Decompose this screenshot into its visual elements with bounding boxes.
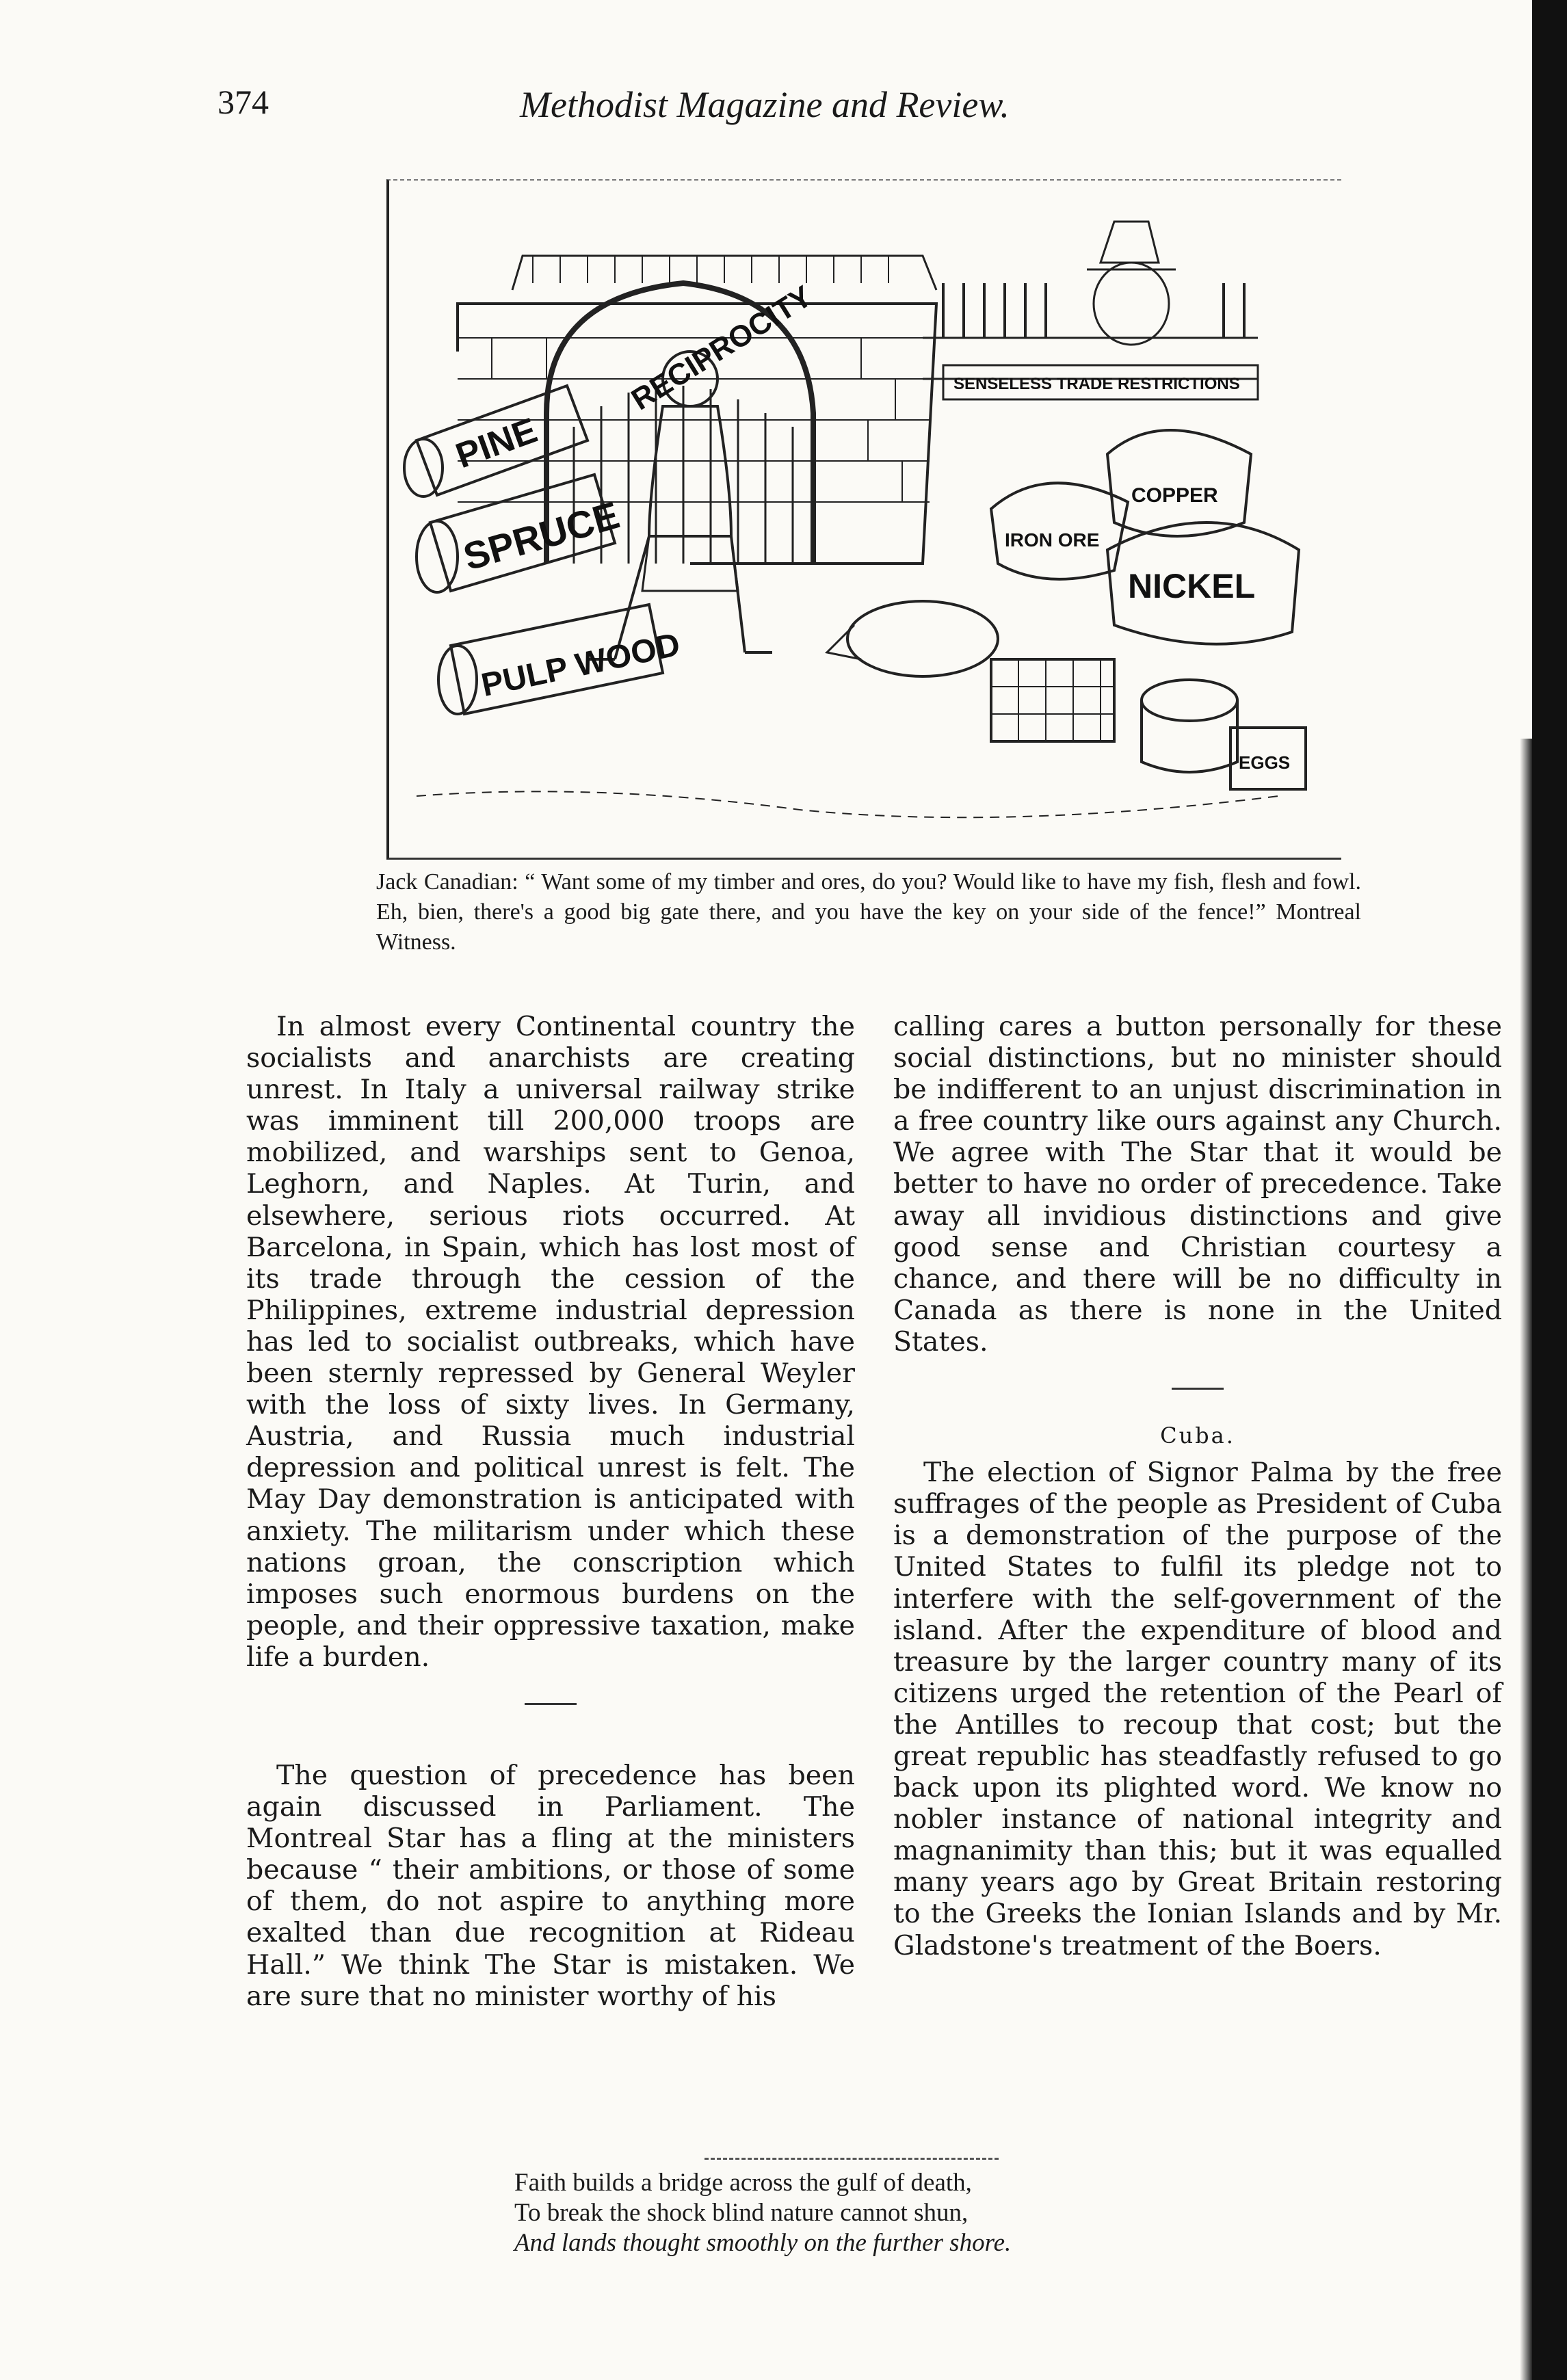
scan-edge-gradient: [1520, 739, 1532, 2380]
left-column: [246, 1011, 855, 2012]
uncle-sam-figure: [1094, 263, 1169, 345]
iron-ore-label: IRON ORE: [1005, 529, 1100, 551]
cuba-paragraph: The election of Signor Palma by the free suffrages of the people as President of Cuba is a demonstration of the purpose of the United States to fulfil its pledge not to interfere with the self-government of the island. After the expenditure of blood and treasure by the larger country many of its citizens urged the retention of the Pearl of the Antilles to recoup that cost; but the great republic has steadfastly refused to go back upon its plighted word. We know no nobler instance of national integrity and magnanimity than this; but it was equalled many years ago by Great Britain restoring to the Greeks the Ionian Islands and by Mr. Gladstone's treatment of the Boers.: [893, 1457, 1502, 1961]
precedence-continued-paragraph: calling cares a button personally for these social distinctions, but no minister should be indifferent to an unjust discrimination in a free country like ours against any Church. We agree with The Star that it would be better to have no order of precedence. Take away all invidious distinctions and give good sense and Christian courtesy a chance, and there will be no difficulty in Canada as there is none in the United States.: [893, 1011, 1502, 1358]
cartoon-illustration: [386, 179, 1341, 860]
pig: [847, 601, 998, 676]
spruce-label: SPRUCE: [458, 492, 624, 579]
eggs-label: EGGS: [1239, 752, 1291, 773]
section-divider: [525, 1703, 577, 1705]
pine-label: PINE: [451, 410, 542, 477]
picket-fence: [923, 338, 1258, 379]
poem: [514, 2168, 1335, 2258]
poem-divider: [705, 2158, 999, 2160]
poem-line: And lands thought smoothly on the further shore.: [514, 2229, 1012, 2257]
precedence-paragraph: The question of precedence has been again discussed in Parliament. The Montreal Star has a fling at the ministers because “ their ambitions, or those of some of them, do not aspire to anything more exalted than due recognition at Rideau Hall.” We think The Star is mistaken. We are sure that no minister worthy of his: [246, 1759, 855, 2012]
section-title-cuba: Cuba.: [1160, 1423, 1235, 1449]
poem-line: Faith builds a bridge across the gulf of death,: [514, 2169, 972, 2197]
pulp-wood-label: PULP WOOD: [478, 626, 683, 704]
nickel-label: NICKEL: [1128, 567, 1256, 605]
right-column: [893, 1011, 1502, 1961]
fish-barrel: [1142, 680, 1237, 721]
cartoon-caption: Jack Canadian: “ Want some of my timber and ores, do you? Would like to have my fish, flesh and fowl. Eh, bien, there's a good big gate there, and you have the key on your side of the fence!” Montreal Witness.: [376, 869, 1361, 955]
copper-sack: [1107, 430, 1251, 536]
copper-label: COPPER: [1131, 484, 1218, 507]
scan-edge-shadow: [1532, 0, 1567, 2380]
page-number: 374: [218, 83, 269, 121]
socialist-unrest-paragraph: In almost every Continental country the socialists and anarchists are creating unrest. In Italy a universal railway strike was imminent till 200,000 troops are mobilized, and warships sent to Genoa, Leghorn, and Naples. At Turin, and elsewhere, serious riots occurred. At Barcelona, in Spain, which has lost most of its trade through the cession of the Philippines, extreme industrial depression has led to socialist outbreaks, which have been sternly repressed by General Weyler with the loss of sixty lives. In Germany, Austria, and Russia much industrial depression and political unrest is felt. The May Day demonstration is anticipated with anxiety. The militarism under which these nations groan, the conscription which imposes such enormous burdens on the people, and their oppressive taxation, make life a burden.: [246, 1011, 855, 1673]
poem-line: To break the shock blind nature cannot shun,: [514, 2199, 969, 2227]
arch-label: RECIPROCITY: [625, 279, 818, 417]
cartoon-drawing: [389, 181, 1341, 858]
section-divider: [1172, 1388, 1224, 1390]
running-head: Methodist Magazine and Review.: [520, 84, 1010, 125]
fence-sign-text: SENSELESS TRADE RESTRICTIONS: [953, 375, 1240, 393]
fowl-crate: [991, 659, 1114, 741]
